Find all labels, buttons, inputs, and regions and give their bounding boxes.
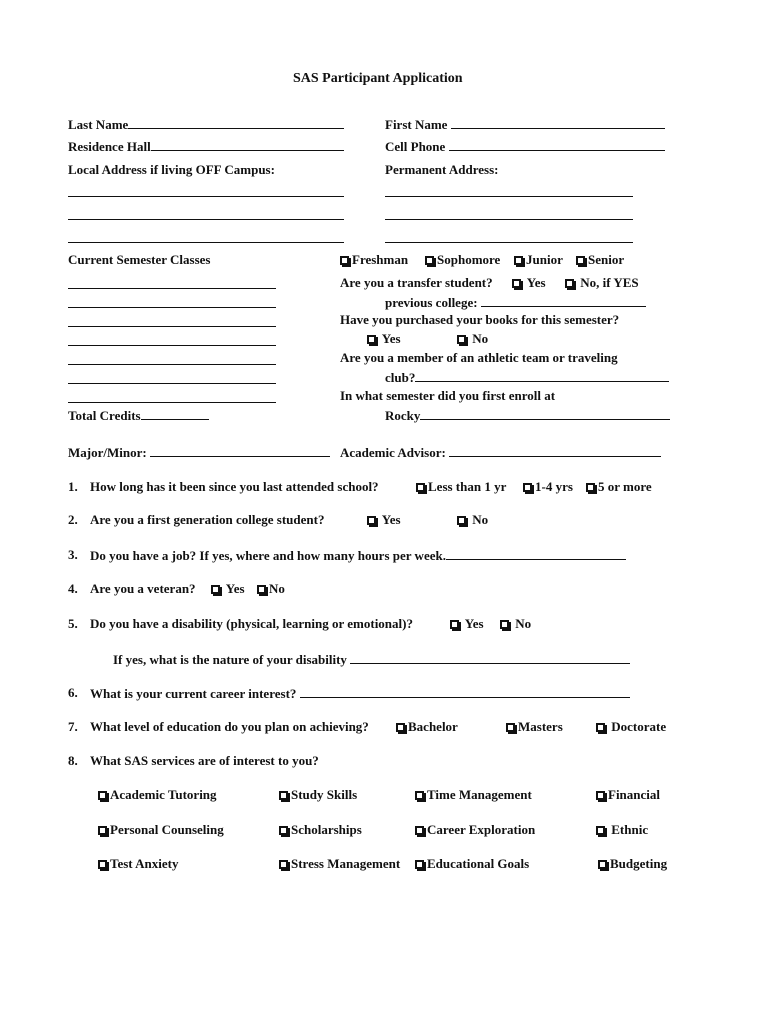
q7-option-masters[interactable] [506,720,563,733]
permanent-address-line-1[interactable] [385,196,633,197]
permanent-address-line-2[interactable] [385,219,633,220]
cell-phone-label: Cell Phone [385,139,446,154]
option-label: Ethnic [611,822,649,837]
local-address-line-1[interactable] [68,196,344,197]
local-address-label: Local Address if living OFF Campus: [68,162,275,177]
class-year-label: Sophomore [437,252,501,267]
service-ethnic[interactable] [596,823,648,836]
question-3-number: 3. [68,547,78,562]
checkbox-icon[interactable] [506,723,515,732]
checkbox-icon[interactable] [425,256,434,265]
service-personal-counseling[interactable] [98,823,224,836]
checkbox-icon[interactable] [367,335,376,344]
checkbox-icon[interactable] [98,826,107,835]
checkbox-icon[interactable] [512,279,521,288]
question-1-text: How long has it been since you last attended school? [90,479,379,494]
question-3-field [90,548,626,562]
first-name-field [385,117,665,131]
checkbox-icon[interactable] [598,860,607,869]
q1-option-5-more[interactable] [586,480,652,493]
service-stress-management[interactable] [279,857,400,870]
option-label: Career Exploration [427,822,536,837]
checkbox-icon[interactable] [596,826,605,835]
class-year-senior[interactable] [576,253,624,266]
job-input[interactable] [446,548,626,560]
service-time-management[interactable] [415,788,532,801]
option-label: Yes [381,331,401,346]
option-label: Yes [526,275,546,290]
page-title: SAS Participant Application [293,71,463,86]
question-4-number: 4. [68,581,78,596]
transfer-no-option[interactable] [565,276,639,289]
checkbox-icon[interactable] [279,826,288,835]
option-label: Personal Counseling [110,822,224,837]
question-8-number: 8. [68,753,78,768]
total-credits-field [68,408,209,422]
class-line[interactable] [68,307,276,308]
class-year-label: Junior [526,252,563,267]
q5-option-yes[interactable] [450,617,484,630]
major-minor-label: Major/Minor: [68,445,147,460]
question-5-text: Do you have a disability (physical, learning or emotional)? [90,616,413,631]
local-address-line-2[interactable] [68,219,344,220]
checkbox-icon[interactable] [257,585,266,594]
total-credits-label: Total Credits [68,408,141,423]
option-label: Budgeting [610,856,668,871]
question-6-text: What is your current career interest? [90,686,297,701]
checkbox-icon[interactable] [415,860,424,869]
checkbox-icon[interactable] [415,791,424,800]
previous-college-field [385,295,646,309]
class-line[interactable] [68,326,276,327]
service-budgeting[interactable] [598,857,667,870]
question-6-number: 6. [68,685,78,700]
option-label: 5 or more [598,479,652,494]
checkbox-icon[interactable] [596,791,605,800]
residence-hall-label: Residence Hall [68,139,151,154]
books-no-option[interactable] [457,332,488,345]
class-year-label: Senior [588,252,625,267]
class-year-freshman[interactable] [340,253,408,266]
question-6-field [90,686,630,700]
option-label: 1-4 yrs [535,479,573,494]
checkbox-icon[interactable] [596,723,605,732]
q2-option-yes[interactable] [367,513,401,526]
first-name-input[interactable] [451,117,665,129]
question-5-number: 5. [68,616,78,631]
checkbox-icon[interactable] [500,620,509,629]
checkbox-icon[interactable] [415,826,424,835]
checkbox-icon[interactable] [523,483,532,492]
last-name-input[interactable] [128,117,344,129]
last-name-field [68,117,344,131]
last-name-label: Last Name [68,117,129,132]
question-4-text: Are you a veteran? [90,581,196,596]
q7-option-doctorate[interactable] [596,720,666,733]
checkbox-icon[interactable] [340,256,349,265]
question-2-text: Are you a first generation college student? [90,512,325,527]
checkbox-icon[interactable] [576,256,585,265]
option-label: Doctorate [611,719,667,734]
class-line[interactable] [68,345,276,346]
enroll-rocky-label: Rocky [385,408,421,423]
service-test-anxiety[interactable] [98,857,179,870]
previous-college-input[interactable] [481,295,646,307]
q4-option-no[interactable] [257,582,285,595]
major-minor-field [68,445,330,459]
option-label: Test Anxiety [110,856,179,871]
service-career-exploration[interactable] [415,823,535,836]
enroll-question: In what semester did you first enroll at [340,388,556,403]
question-7-number: 7. [68,719,78,734]
question-7-text: What level of education do you plan on achieving? [90,719,369,734]
academic-advisor-label: Academic Advisor: [340,445,446,460]
checkbox-icon[interactable] [279,860,288,869]
class-line[interactable] [68,402,276,403]
class-line[interactable] [68,383,276,384]
option-label: Less than 1 yr [428,479,507,494]
service-educational-goals[interactable] [415,857,529,870]
option-label: No [269,581,285,596]
disability-followup-label: If yes, what is the nature of your disability [113,652,347,667]
total-credits-input[interactable] [141,408,209,420]
class-year-sophomore[interactable] [425,253,500,266]
previous-college-label: previous college: [385,295,478,310]
permanent-address-line-3[interactable] [385,242,633,243]
option-label: Time Management [427,787,532,802]
option-label: No [515,616,532,631]
checkbox-icon[interactable] [211,585,220,594]
checkbox-icon[interactable] [98,860,107,869]
question-8-text: What SAS services are of interest to you? [90,753,319,768]
major-minor-input[interactable] [150,445,330,457]
class-line[interactable] [68,364,276,365]
checkbox-icon[interactable] [367,516,376,525]
athletic-club-label: club? [385,370,416,385]
enroll-rocky-field [385,408,670,422]
option-label: Educational Goals [427,856,530,871]
service-scholarships[interactable] [279,823,362,836]
athletic-question: Are you a member of an athletic team or traveling [340,350,618,365]
checkbox-icon[interactable] [565,279,574,288]
athletic-club-input[interactable] [415,370,669,382]
q7-option-bachelor[interactable] [396,720,458,733]
permanent-address-label: Permanent Address: [385,162,499,177]
academic-advisor-field [340,445,661,459]
class-year-junior[interactable] [514,253,563,266]
option-label: Bachelor [408,719,458,734]
athletic-club-field [385,370,669,384]
checkbox-icon[interactable] [514,256,523,265]
disability-followup-field [113,652,630,666]
books-yes-option[interactable] [367,332,401,345]
q4-option-yes[interactable] [211,582,245,595]
option-label: No [472,512,489,527]
local-address-line-3[interactable] [68,242,344,243]
residence-hall-field [68,139,344,153]
service-financial[interactable] [596,788,660,801]
disability-input[interactable] [350,652,630,664]
option-label: Study Skills [291,787,358,802]
checkbox-icon[interactable] [396,723,405,732]
q5-option-no[interactable] [500,617,531,630]
checkbox-icon[interactable] [457,516,466,525]
class-year-label: Freshman [352,252,409,267]
option-label: Masters [518,719,563,734]
academic-advisor-input[interactable] [449,445,661,457]
option-label: Academic Tutoring [110,787,217,802]
option-label: Yes [464,616,484,631]
books-question: Have you purchased your books for this semester? [340,312,620,327]
transfer-question: Are you a transfer student? [340,275,493,290]
checkbox-icon[interactable] [279,791,288,800]
option-label: Stress Management [291,856,401,871]
option-label: No [472,331,489,346]
q2-option-no[interactable] [457,513,488,526]
option-label: Yes [381,512,401,527]
q1-option-1-4[interactable] [523,480,573,493]
current-classes-label: Current Semester Classes [68,252,211,267]
career-interest-input[interactable] [300,686,630,698]
question-2-number: 2. [68,512,78,527]
service-academic-tutoring[interactable] [98,788,217,801]
first-name-label: First Name [385,117,448,132]
checkbox-icon[interactable] [98,791,107,800]
option-label: Yes [225,581,245,596]
checkbox-icon[interactable] [586,483,595,492]
service-study-skills[interactable] [279,788,357,801]
checkbox-icon[interactable] [416,483,425,492]
class-line[interactable] [68,288,276,289]
residence-hall-input[interactable] [151,139,344,151]
q1-option-less-than-1[interactable] [416,480,506,493]
cell-phone-field [385,139,665,153]
enroll-rocky-input[interactable] [420,408,670,420]
option-label: Scholarships [291,822,362,837]
checkbox-icon[interactable] [450,620,459,629]
transfer-yes-option[interactable] [512,276,546,289]
option-label: No, if YES [580,275,639,290]
cell-phone-input[interactable] [449,139,665,151]
option-label: Financial [608,787,661,802]
question-3-text: Do you have a job? If yes, where and how many hours per week. [90,548,446,563]
checkbox-icon[interactable] [457,335,466,344]
question-1-number: 1. [68,479,78,494]
